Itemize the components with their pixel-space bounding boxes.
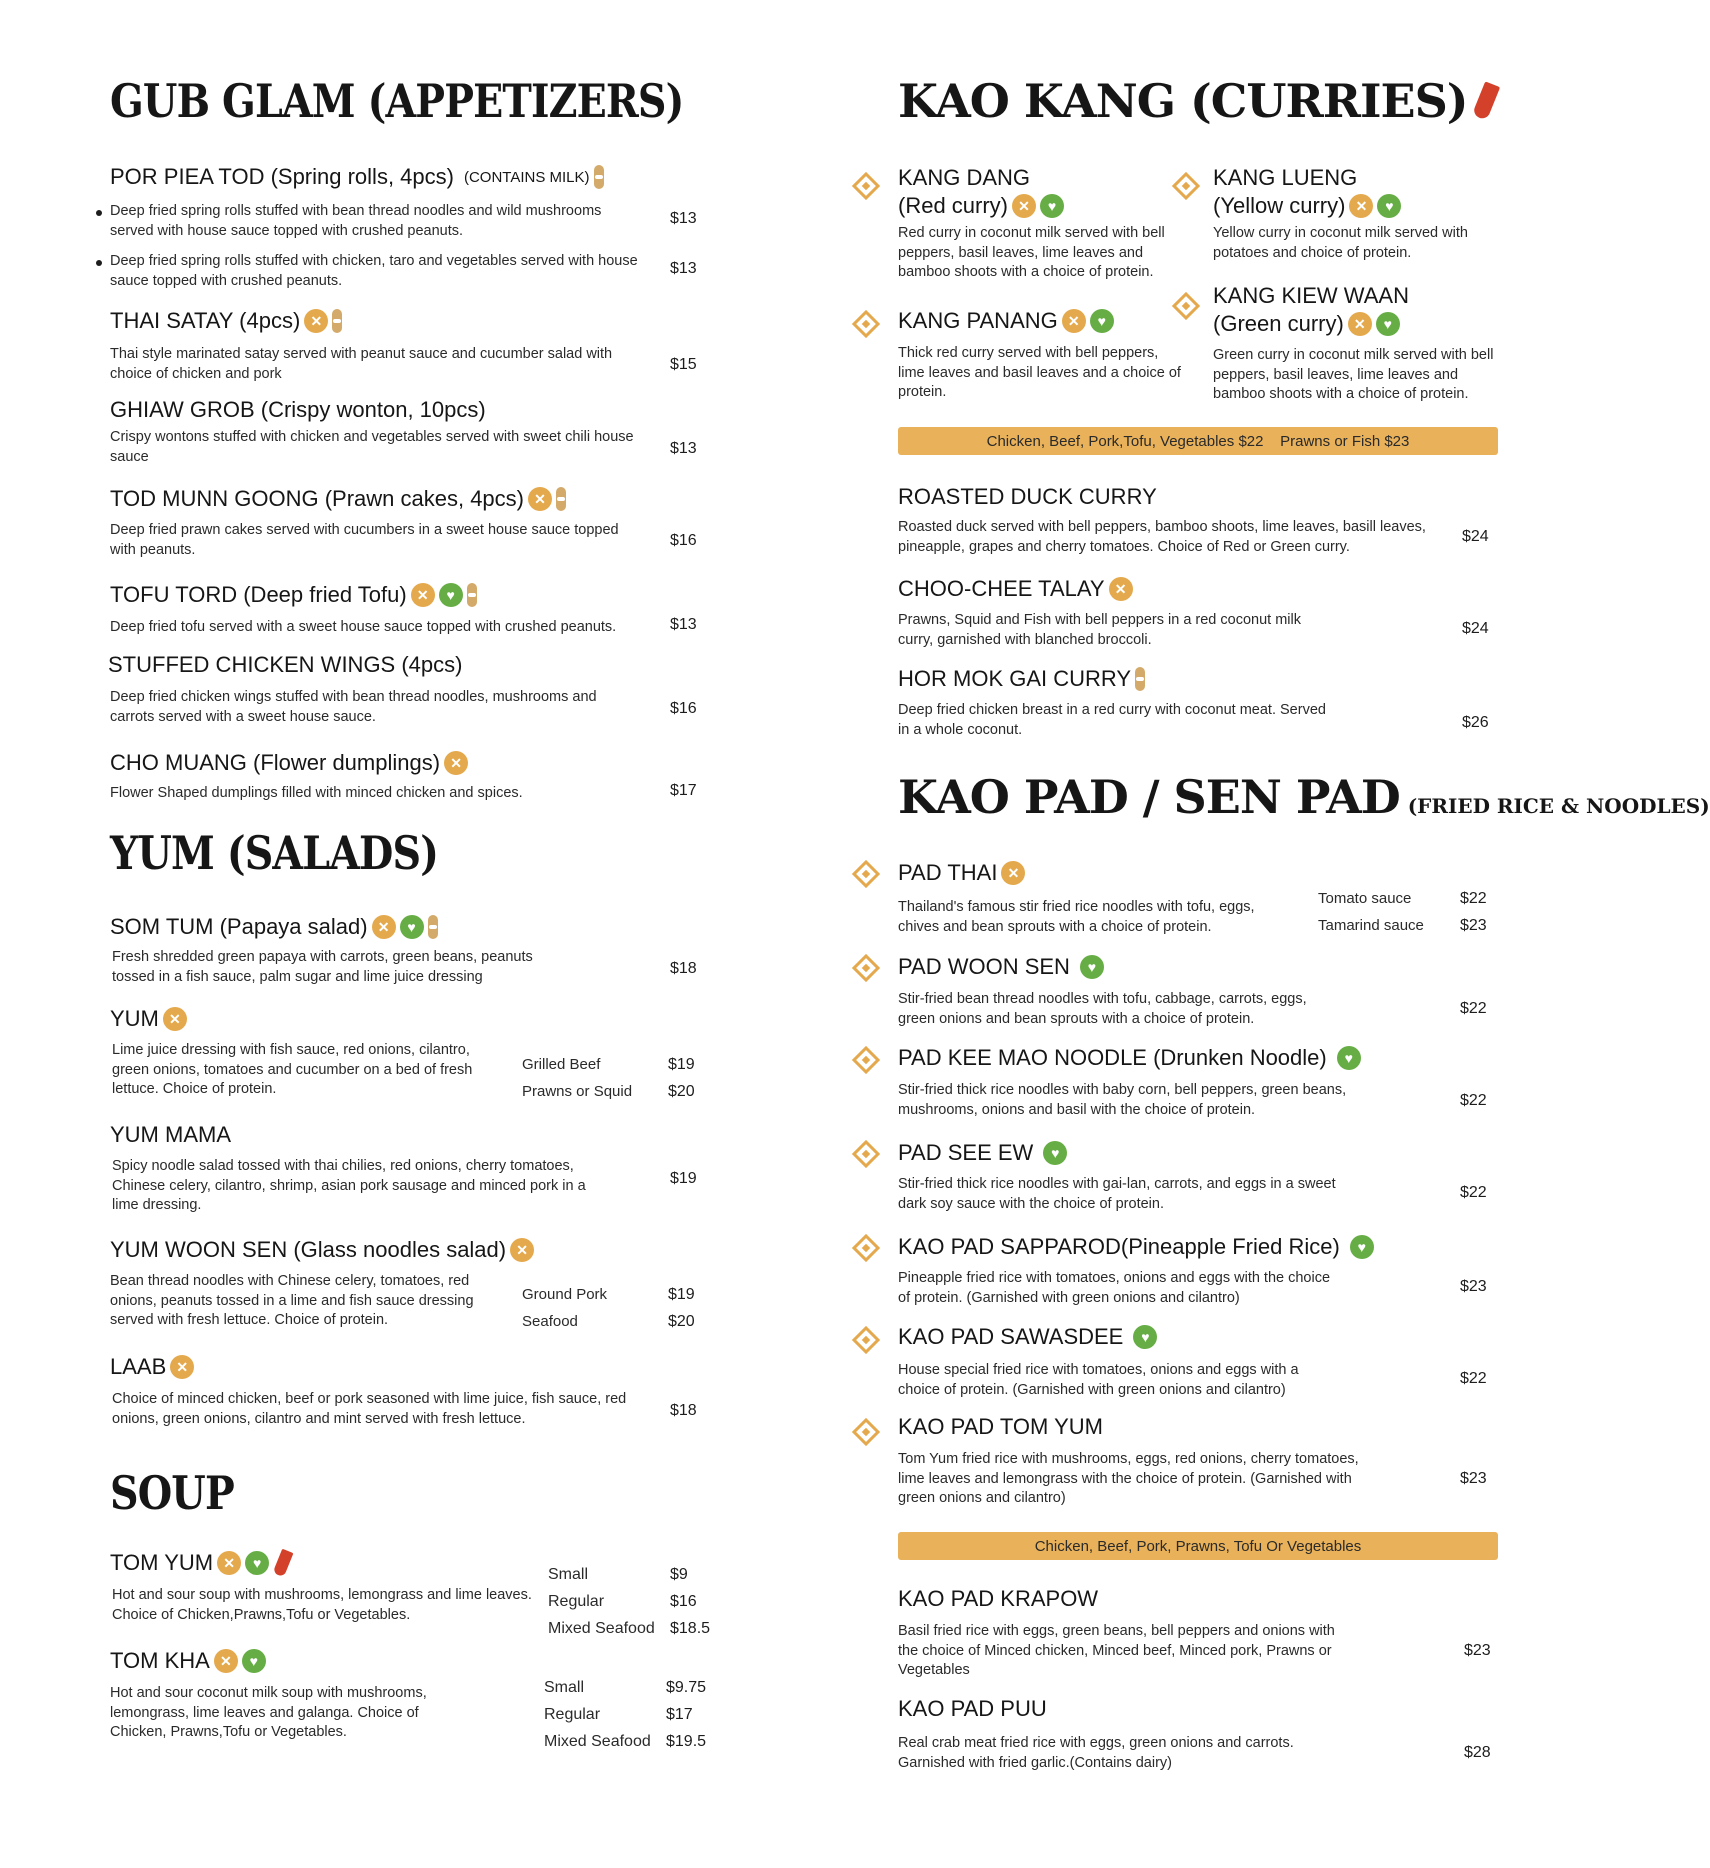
item-title-see-ew <box>898 1140 1067 1166</box>
item-name: HOR MOK GAI CURRY <box>898 666 1132 691</box>
item-desc: Thick red curry served with bell peppers, lime leaves and basil leaves and a choice of protein. <box>898 345 1181 400</box>
item-price: $16 <box>670 700 697 717</box>
item-price: $22 <box>1460 1184 1487 1201</box>
item-title-kang-lueng <box>1213 164 1401 220</box>
option-price: $22 <box>1460 890 1487 907</box>
vegan-icon: ♥ <box>1377 194 1401 218</box>
item-name-sub: (Red curry) <box>898 193 1009 218</box>
item-desc: Hot and sour coconut milk soup with mushrooms, lemongrass, lime leaves and galanga. Choice of Chicken, Prawns,Tofu or Vegetables. <box>110 1685 427 1740</box>
option-price: $19 <box>668 1286 695 1303</box>
diamond-icon <box>852 310 880 338</box>
item-title-wings <box>108 652 462 678</box>
noodles-title-row <box>898 770 1710 824</box>
item-name: PAD THAI <box>898 860 998 885</box>
item-desc: Roasted duck served with bell peppers, bamboo shoots, lime leaves, basill leaves, pineapple, grapes and cherry tomatoes. Choice of Red or Green curry. <box>898 519 1426 555</box>
gluten-free-icon: ✕ <box>304 309 328 333</box>
item-name: LAAB <box>110 1354 167 1379</box>
vegan-icon: ♥ <box>245 1551 269 1575</box>
diamond-icon <box>852 1140 880 1168</box>
item-title-pad-woon-sen <box>898 954 1104 980</box>
item-price: $13 <box>670 260 697 277</box>
item-name: SOM TUM (Papaya salad) <box>110 914 368 939</box>
diamond-icon <box>1172 292 1200 320</box>
item-name: KANG LUENG <box>1213 165 1358 190</box>
item-title-duck <box>898 484 1157 510</box>
item-title-tofu <box>110 582 477 608</box>
item-name: POR PIEA TOD (Spring rolls, 4pcs) <box>110 164 454 189</box>
item-name: GHIAW GROB (Crispy wonton, 10pcs) <box>110 397 486 422</box>
item-name: TOFU TORD (Deep fried Tofu) <box>110 582 407 607</box>
gluten-free-icon: ✕ <box>1348 312 1372 336</box>
item-desc: Crispy wontons stuffed with chicken and vegetables served with sweet chili house sauce <box>110 429 634 465</box>
item-title-pad-thai <box>898 860 1025 886</box>
appetizers-title: GUB GLAM (APPETIZERS) <box>110 74 684 128</box>
item-price: $13 <box>670 616 697 633</box>
item-title-sapparod <box>898 1234 1374 1260</box>
gluten-free-icon: ✕ <box>528 487 552 511</box>
item-price: $13 <box>670 440 697 457</box>
peanut-icon <box>1135 667 1145 691</box>
peanut-icon <box>428 915 438 939</box>
item-price: $24 <box>1462 620 1489 637</box>
option-price: $23 <box>1460 917 1487 934</box>
item-desc: Stir-fried bean thread noodles with tofu, cabbage, carrots, eggs, green onions and bean sprouts with a choice of protein. <box>898 991 1307 1027</box>
item-desc: Prawns, Squid and Fish with bell peppers in a red coconut milk curry, garnished with blanched broccoli. <box>898 612 1301 648</box>
item-name: KANG KIEW WAAN <box>1213 283 1409 308</box>
size-label: Mixed Seafood <box>544 1733 651 1750</box>
gluten-free-icon: ✕ <box>1001 861 1025 885</box>
item-desc: Thailand's famous stir fried rice noodles with tofu, eggs, chives and bean sprouts with a choice of protein. <box>898 899 1255 935</box>
gluten-free-icon: ✕ <box>1109 577 1133 601</box>
vegan-icon: ♥ <box>1080 955 1104 979</box>
item-title-tom-yum <box>110 1550 289 1576</box>
item-name: PAD WOON SEN <box>898 954 1070 979</box>
item-name: THAI SATAY (4pcs) <box>110 308 301 333</box>
item-name: KAO PAD PUU <box>898 1696 1047 1721</box>
item-title-tod-munn <box>110 486 566 512</box>
item-price: $24 <box>1462 528 1489 545</box>
diamond-icon <box>852 954 880 982</box>
gluten-free-icon: ✕ <box>163 1007 187 1031</box>
item-price: $18 <box>670 960 697 977</box>
item-title-puu <box>898 1696 1047 1722</box>
vegan-icon: ♥ <box>1043 1141 1067 1165</box>
item-title-yum <box>110 1006 187 1032</box>
curry-price-band: Chicken, Beef, Pork,Tofu, Vegetables $22 Prawns or Fish $23 <box>898 427 1498 455</box>
item-title-tom-kha <box>110 1648 266 1674</box>
item-price: $22 <box>1460 1370 1487 1387</box>
item-desc: House special fried rice with tomatoes, onions and eggs with a choice of protein. (Garnished with green onions and cilantro) <box>898 1362 1299 1398</box>
item-price: $16 <box>670 532 697 549</box>
option-label: Tamarind sauce <box>1318 917 1424 934</box>
gluten-free-icon: ✕ <box>372 915 396 939</box>
item-desc: Red curry in coconut milk served with bell peppers, basil leaves, lime leaves and bamboo shoots with a choice of protein. <box>898 225 1165 280</box>
item-name: KANG DANG <box>898 165 1031 190</box>
diamond-icon <box>852 860 880 888</box>
item-title-cho-muang <box>110 750 468 776</box>
option-label: Grilled Beef <box>522 1056 601 1073</box>
vegan-icon: ♥ <box>1350 1235 1374 1259</box>
item-name: ROASTED DUCK CURRY <box>898 484 1157 509</box>
item-price: $26 <box>1462 714 1489 731</box>
item-name: YUM <box>110 1006 159 1031</box>
option-price: $20 <box>668 1313 695 1330</box>
item-name-sub: (Yellow curry) <box>1213 193 1346 218</box>
item-desc: Yellow curry in coconut milk served with potatoes and choice of protein. <box>1213 225 1468 261</box>
size-label: Regular <box>544 1706 601 1723</box>
option-price: $19 <box>668 1056 695 1073</box>
gluten-free-icon: ✕ <box>444 751 468 775</box>
item-price: $23 <box>1460 1470 1487 1487</box>
option-label: Tomato sauce <box>1318 890 1412 907</box>
item-price: $28 <box>1464 1744 1491 1761</box>
vegan-icon: ♥ <box>1090 309 1114 333</box>
item-price: $17 <box>670 782 697 799</box>
size-label: Regular <box>548 1593 605 1610</box>
size-label: Mixed Seafood <box>548 1620 655 1637</box>
noodles-title: KAO PAD / SEN PAD <box>898 770 1400 824</box>
vegan-icon: ♥ <box>1133 1325 1157 1349</box>
item-title-por-piea <box>110 164 604 190</box>
gluten-free-icon: ✕ <box>1012 194 1036 218</box>
curries-title-row <box>898 74 1494 128</box>
item-desc: Real crab meat fried rice with eggs, green onions and carrots. Garnished with fried garlic.(Contains dairy) <box>898 1735 1294 1771</box>
peanut-icon <box>556 487 566 511</box>
item-name: YUM WOON SEN (Glass noodles salad) <box>110 1237 507 1262</box>
item-name: KAO PAD SAWASDEE <box>898 1324 1124 1349</box>
item-title-kee-mao <box>898 1045 1361 1071</box>
item-title-kang-dang <box>898 164 1064 220</box>
diamond-icon <box>1172 172 1200 200</box>
item-note: (CONTAINS MILK) <box>463 168 590 186</box>
salads-title: YUM (SALADS) <box>110 826 439 880</box>
diamond-icon <box>852 1046 880 1074</box>
item-desc: Stir-fried thick rice noodles with gai-lan, carrots, and eggs in a sweet dark soy sauce with the choice of protein. <box>898 1176 1336 1212</box>
item-title-choo-chee <box>898 576 1133 602</box>
item-desc: Deep fried tofu served with a sweet house sauce topped with crushed peanuts. <box>110 619 617 635</box>
soup-title: SOUP <box>110 1466 234 1520</box>
size-price: $16 <box>670 1593 697 1610</box>
item-name: YUM MAMA <box>110 1122 231 1147</box>
item-name-sub: (Green curry) <box>1213 311 1344 336</box>
diamond-icon <box>852 172 880 200</box>
vegan-icon: ♥ <box>1337 1046 1361 1070</box>
size-price: $18.5 <box>670 1620 711 1637</box>
item-desc: Flower Shaped dumplings filled with minced chicken and spices. <box>110 785 523 801</box>
item-name: CHOO-CHEE TALAY <box>898 576 1105 601</box>
item-desc: Thai style marinated satay served with peanut sauce and cucumber salad with choice of chicken and pork <box>110 346 613 382</box>
gluten-free-icon: ✕ <box>214 1649 238 1673</box>
item-title-sawasdee <box>898 1324 1157 1350</box>
option-price: $20 <box>668 1083 695 1100</box>
item-title-yum-woon <box>110 1237 534 1263</box>
item-title-laab <box>110 1354 194 1380</box>
item-desc: Hot and sour soup with mushrooms, lemongrass and lime leaves. Choice of Chicken,Prawns,Tofu or Vegetables. <box>112 1587 532 1623</box>
item-desc: Deep fried spring rolls stuffed with chicken, taro and vegetables served with house sauce topped with crushed peanuts. <box>110 253 638 289</box>
item-price: $22 <box>1460 1092 1487 1109</box>
item-desc: Basil fried rice with eggs, green beans, bell peppers and onions with the choice of Minced chicken, Minced beef, Minced pork, Prawns or Vegetables <box>898 1623 1335 1678</box>
vegan-icon: ♥ <box>400 915 424 939</box>
vegan-icon: ♥ <box>439 583 463 607</box>
item-desc: Deep fried chicken wings stuffed with bean thread noodles, mushrooms and carrots served with a sweet house sauce. <box>110 689 597 725</box>
item-name: PAD SEE EW <box>898 1140 1034 1165</box>
item-name: TOM KHA <box>110 1648 210 1673</box>
item-desc: Green curry in coconut milk served with bell peppers, basil leaves, lime leaves and bamboo shoots with a choice of protein. <box>1213 347 1494 402</box>
item-desc: Deep fried chicken breast in a red curry with coconut meat. Served in a whole coconut. <box>898 702 1326 738</box>
item-desc: Spicy noodle salad tossed with thai chilies, red onions, cherry tomatoes, Chinese celery, cilantro, shrimp, asian pork sausage and minced pork in a lime dressing. <box>112 1158 586 1213</box>
size-price: $19.5 <box>666 1733 707 1750</box>
item-price: $22 <box>1460 1000 1487 1017</box>
curries-title: KAO KANG (CURRIES) <box>898 74 1468 128</box>
peanut-icon <box>332 309 342 333</box>
gluten-free-icon: ✕ <box>217 1551 241 1575</box>
bullet <box>96 260 102 266</box>
item-desc: Choice of minced chicken, beef or pork seasoned with lime juice, fish sauce, red onions, green onions, cilantro and mint served with fresh lettuce. <box>112 1391 627 1427</box>
option-label: Seafood <box>522 1313 578 1330</box>
item-price: $15 <box>670 356 697 373</box>
size-price: $9.75 <box>666 1679 707 1696</box>
item-desc: Deep fried prawn cakes served with cucumbers in a sweet house sauce topped with peanuts. <box>110 522 619 558</box>
size-label: Small <box>548 1566 589 1583</box>
vegan-icon: ♥ <box>242 1649 266 1673</box>
item-title-yum-mama <box>110 1122 231 1148</box>
gluten-free-icon: ✕ <box>1062 309 1086 333</box>
item-price: $23 <box>1464 1642 1491 1659</box>
vegan-icon: ♥ <box>1040 194 1064 218</box>
item-name: TOD MUNN GOONG (Prawn cakes, 4pcs) <box>110 486 524 511</box>
peanut-icon <box>594 165 604 189</box>
item-title-satay <box>110 308 342 334</box>
size-label: Small <box>544 1679 585 1696</box>
size-price: $17 <box>666 1706 693 1723</box>
item-name: STUFFED CHICKEN WINGS (4pcs) <box>108 652 463 677</box>
item-desc: Tom Yum fried rice with mushrooms, eggs, red onions, cherry tomatoes, lime leaves and lemongrass with the choice of protein. (Garnished with green onions and cilantro) <box>898 1451 1359 1506</box>
gluten-free-icon: ✕ <box>1349 194 1373 218</box>
chili-icon <box>1471 81 1499 120</box>
peanut-icon <box>467 583 477 607</box>
item-price: $18 <box>670 1402 697 1419</box>
item-price: $23 <box>1460 1278 1487 1295</box>
protein-choice-band: Chicken, Beef, Pork, Prawns, Tofu Or Vegetables <box>898 1532 1498 1560</box>
chili-icon <box>273 1549 294 1578</box>
item-title-kang-kiew <box>1213 282 1409 338</box>
item-title-som-tum <box>110 914 438 940</box>
item-name: KANG PANANG <box>898 308 1058 333</box>
item-name: KAO PAD TOM YUM <box>898 1414 1103 1439</box>
item-title-kao-pad-tom-yum <box>898 1414 1103 1440</box>
diamond-icon <box>852 1418 880 1446</box>
vegan-icon: ♥ <box>1376 312 1400 336</box>
diamond-icon <box>852 1326 880 1354</box>
item-desc: Pineapple fried rice with tomatoes, onions and eggs with the choice of protein. (Garnished with green onions and cilantro) <box>898 1270 1331 1306</box>
item-desc: Lime juice dressing with fish sauce, red onions, cilantro, green onions, tomatoes and cucumber on a bed of fresh lettuce. Choice of protein. <box>112 1042 473 1097</box>
option-label: Prawns or Squid <box>522 1083 633 1100</box>
size-price: $9 <box>670 1566 688 1583</box>
gluten-free-icon: ✕ <box>411 583 435 607</box>
item-title-krapow <box>898 1586 1098 1612</box>
item-price: $19 <box>670 1170 697 1187</box>
item-name: KAO PAD SAPPAROD(Pineapple Fried Rice) <box>898 1234 1340 1259</box>
item-name: PAD KEE MAO NOODLE (Drunken Noodle) <box>898 1045 1327 1070</box>
item-desc: Bean thread noodles with Chinese celery, tomatoes, red onions, peanuts tossed in a lime and fish sauce dressing served with fresh lettuce. Choice of protein. <box>110 1273 474 1328</box>
item-price: $13 <box>670 210 697 227</box>
item-desc: Deep fried spring rolls stuffed with bean thread noodles and wild mushrooms served with house sauce topped with crushed peanuts. <box>110 203 602 239</box>
gluten-free-icon: ✕ <box>510 1238 534 1262</box>
gluten-free-icon: ✕ <box>170 1355 194 1379</box>
item-desc: Fresh shredded green papaya with carrots, green beans, peanuts tossed in a fish sauce, palm sugar and lime juice dressing <box>112 949 533 985</box>
option-label: Ground Pork <box>522 1286 608 1303</box>
item-title-ghiaw <box>110 397 486 423</box>
bullet <box>96 210 102 216</box>
item-title-hor-mok <box>898 666 1145 692</box>
item-title-kang-panang <box>898 308 1114 334</box>
item-name: KAO PAD KRAPOW <box>898 1586 1099 1611</box>
item-name: TOM YUM <box>110 1550 214 1575</box>
item-name: CHO MUANG (Flower dumplings) <box>110 750 441 775</box>
item-desc: Stir-fried thick rice noodles with baby corn, bell peppers, green beans, mushrooms, onions and basil with the choice of protein. <box>898 1082 1347 1118</box>
diamond-icon <box>852 1234 880 1262</box>
noodles-subtitle: (FRIED RICE & NOODLES) <box>1407 794 1710 818</box>
